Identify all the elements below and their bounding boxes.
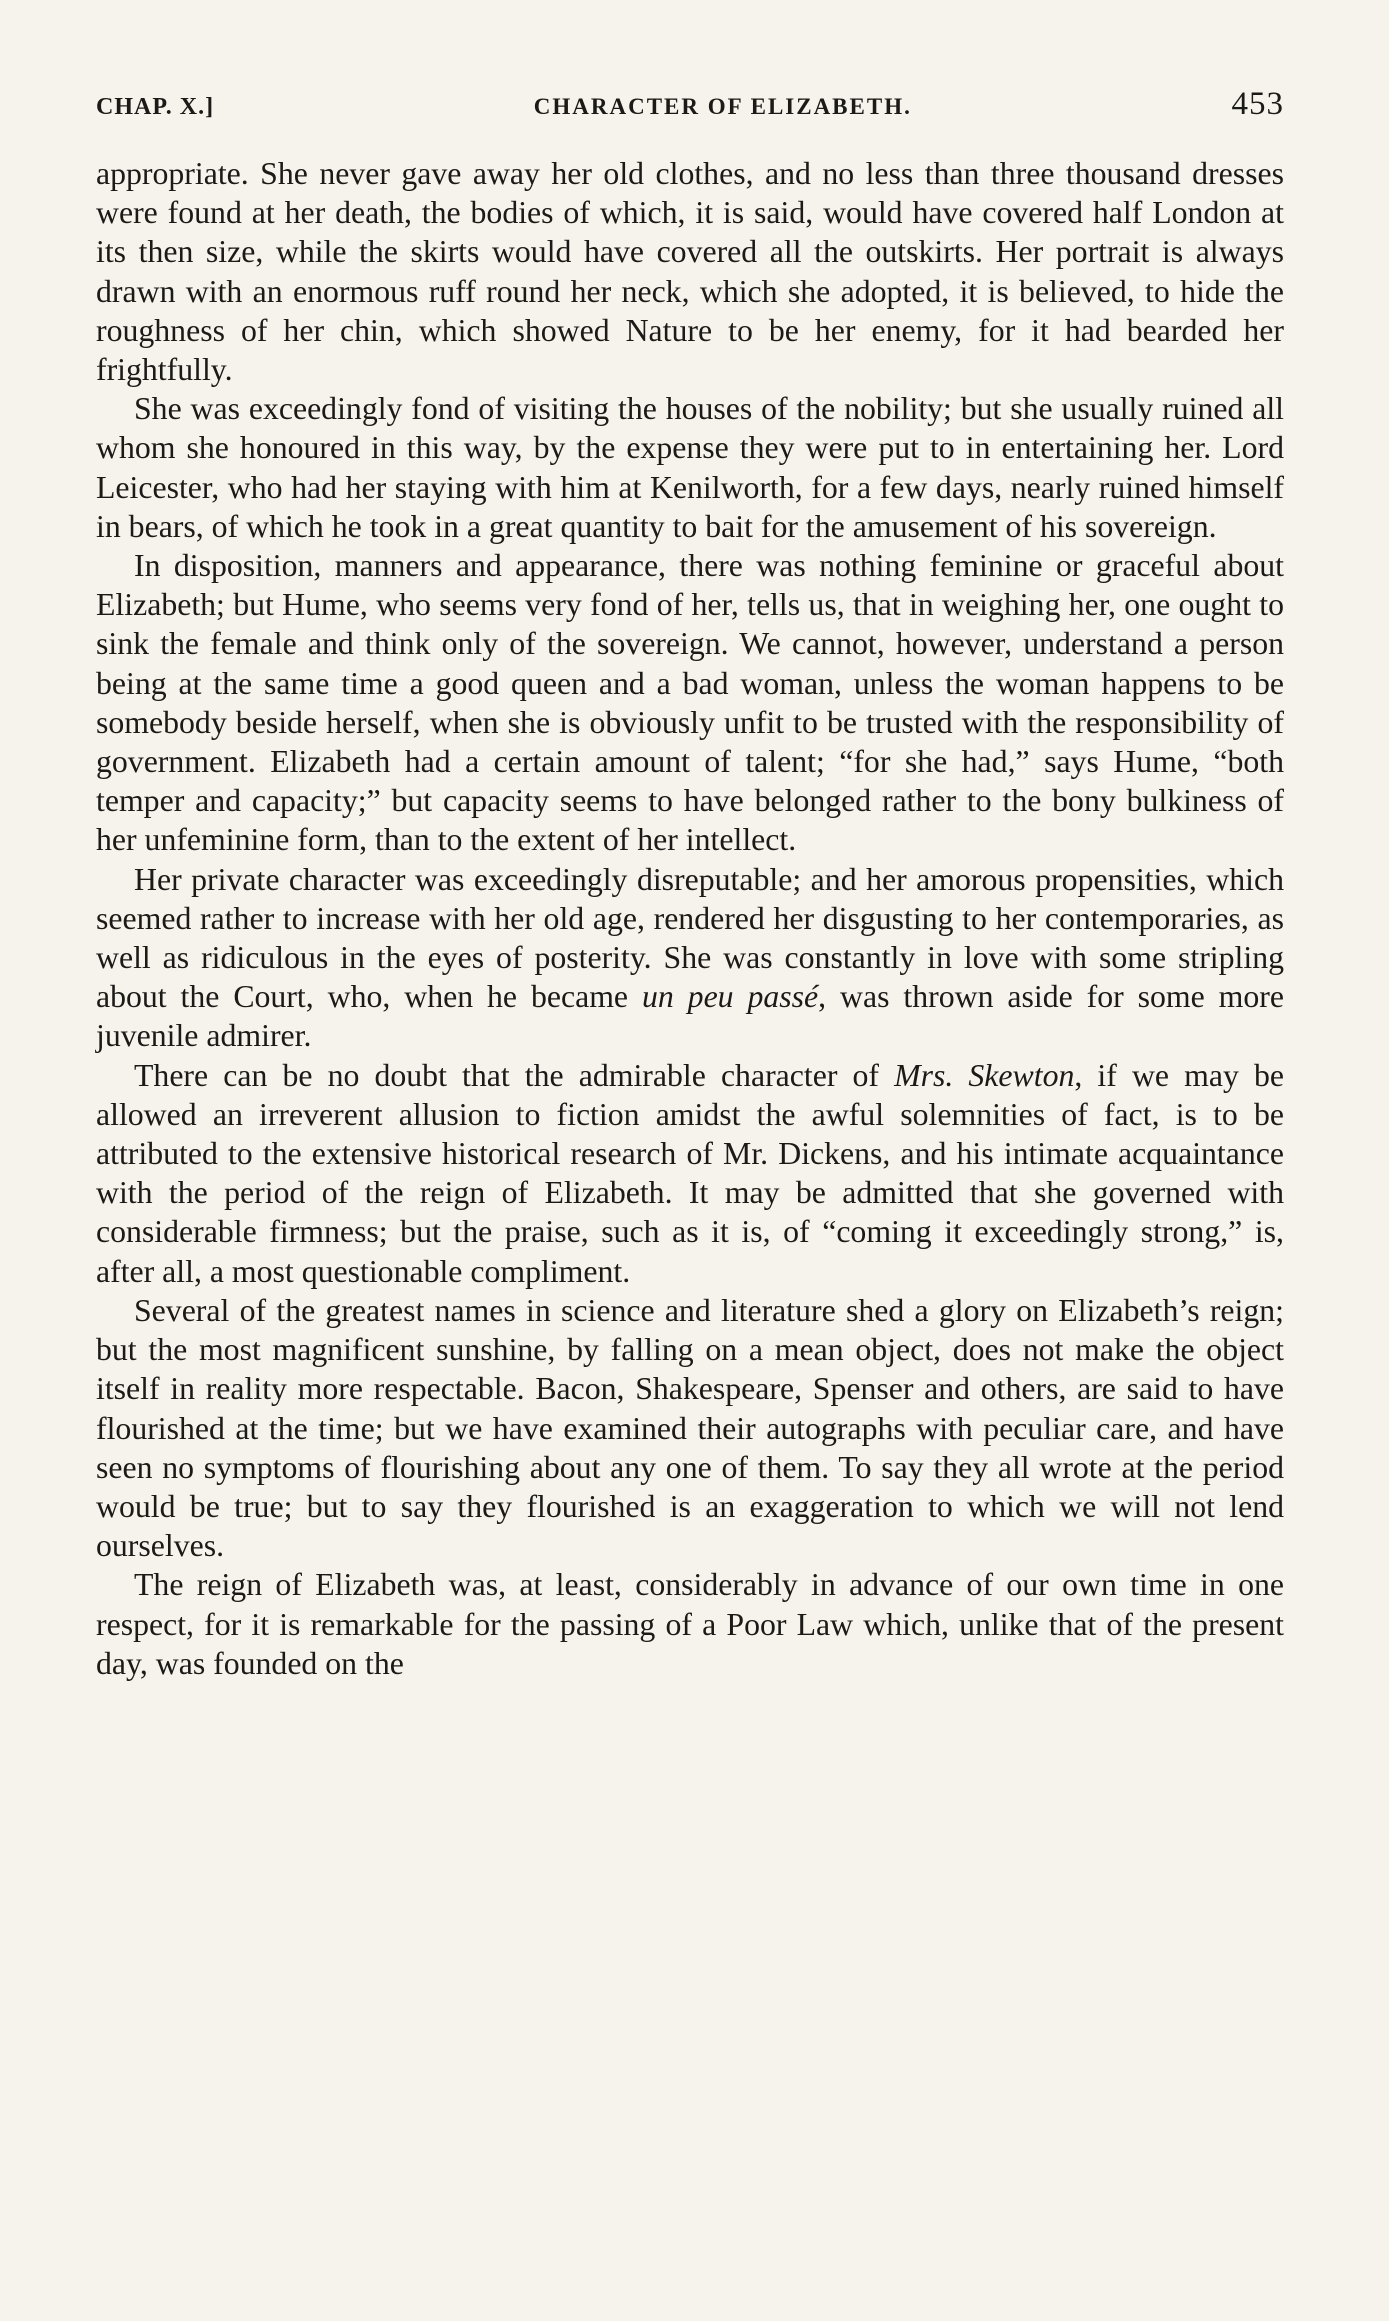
paragraph-6: Several of the greatest names in science and literature shed a glory on Elizabeth’s reign; but the most magnificent sunshine, by falling on a mean object, does not make the object itself in reality more respectable. Bacon, Shakespeare, Spenser and others, are said to have flourished at the time; but we have examined their autographs with peculiar care, and have seen no symptoms of flourishing about any one of them. To say they all wrote at the period would be true; but to say they flourished is an exaggeration to which we will not lend ourselves. xyxy=(96,1292,1284,1564)
book-page xyxy=(96,86,1284,1683)
body-text xyxy=(96,154,1284,1683)
paragraph-1: appropriate. She never gave away her old clothes, and no less than three thousand dresses were found at her death, the bodies of which, it is said, would have covered half London at its then size, while the skirts would have covered all the outskirts. Her portrait is always drawn with an enormous ruff round her neck, which she adopted, it is believed, to hide the roughness of her chin, which showed Nature to be her enemy, for it had bearded her frightfully. xyxy=(96,156,1284,388)
paragraph-5-text-a: There can be no doubt that the admirable character of xyxy=(134,1057,895,1093)
page-number: 453 xyxy=(1231,86,1284,122)
paragraph-3: In disposition, manners and appearance, there was nothing feminine or graceful about Elizabeth; but Hume, who seems very fond of her, tells us, that in weighing her, one ought to sink the female and think only of the sovereign. We cannot, however, understand a person being at the same time a good queen and a bad woman, unless the woman happens to be somebody beside herself, when she is obviously unfit to be trusted with the responsibility of government. Elizabeth had a certain amount of talent; “for she had,” says Hume, “both temper and capacity;” but capacity seems to have belonged rather to the bony bulkiness of her unfeminine form, than to the extent of her intellect. xyxy=(96,548,1284,858)
paragraph-5 xyxy=(96,1056,1284,1291)
paragraph-5-italic: Mrs. Skewton xyxy=(894,1057,1075,1093)
paragraph-4-text-a: Her private character was exceedingly disreputable; and her amorous propensities, which seemed rather to increase with her old age, rendered her disgusting to her contemporaries, as well as ridiculous in the eyes of posterity. She was constantly in love with some stripling about the Court, who, when he became xyxy=(96,861,1284,1015)
paragraph-5-text-b: , if we may be allowed an irreverent allusion to fiction amidst the awful solemnities of fact, is to be attributed to the extensive historical research of Mr. Dickens, and his intimate acquaintance with the period of the reign of Elizabeth. It may be admitted that she governed with considerable firmness; but the praise, such as it is, of “coming it exceedingly strong,” is, after all, a most questionable compliment. xyxy=(96,1057,1284,1289)
chapter-label: CHAP. X.] xyxy=(96,94,215,120)
running-title: CHARACTER OF ELIZABETH. xyxy=(533,94,912,119)
paragraph-4 xyxy=(96,860,1284,1056)
paragraph-4-text-b: , was thrown aside for some more juvenile admirer. xyxy=(96,979,1284,1054)
paragraph-7: The reign of Elizabeth was, at least, considerably in advance of our own time in one respect, for it is remarkable for the passing of a Poor Law which, unlike that of the present day, was founded on the xyxy=(96,1567,1284,1681)
paragraph-2: She was exceedingly fond of visiting the houses of the nobility; but she usually ruined all whom she honoured in this way, by the expense they were put to in entertaining her. Lord Leicester, who had her staying with him at Kenilworth, for a few days, nearly ruined himself in bears, of which he took in a great quantity to bait for the amusement of his sovereign. xyxy=(96,391,1284,544)
running-head xyxy=(96,86,1284,126)
paragraph-4-italic: un peu passé xyxy=(641,979,819,1015)
